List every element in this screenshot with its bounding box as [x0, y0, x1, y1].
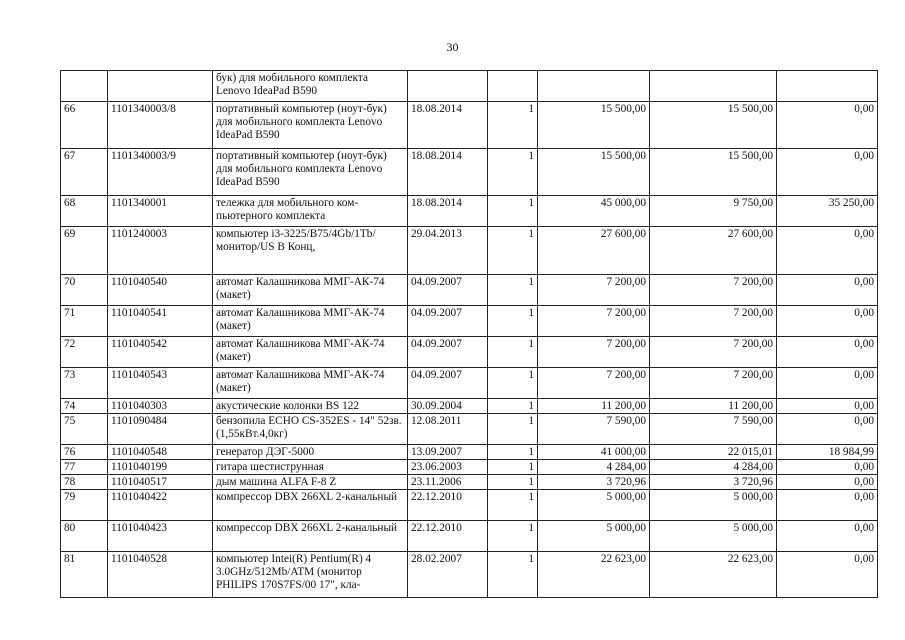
depreciation-cell: 5 000,00 [650, 521, 777, 552]
row-number-cell: 76 [61, 445, 108, 460]
depreciation-cell: 22 623,00 [650, 552, 777, 598]
item-description-cell: дым машина ALFA F-8 Z [213, 475, 408, 490]
row-number-cell: 80 [61, 521, 108, 552]
residual-value-cell: 0,00 [777, 306, 878, 337]
quantity-cell [488, 71, 538, 102]
table-row [61, 445, 878, 460]
quantity-cell: 1 [488, 552, 538, 598]
table-row [61, 306, 878, 337]
acquisition-date-cell [408, 71, 488, 102]
depreciation-cell: 5 000,00 [650, 490, 777, 521]
acquisition-date-cell: 04.09.2007 [408, 337, 488, 368]
depreciation-cell: 3 720,96 [650, 475, 777, 490]
inventory-number-cell: 1101340003/9 [108, 149, 213, 196]
book-value-cell: 7 200,00 [538, 337, 650, 368]
residual-value-cell [777, 71, 878, 102]
quantity-cell: 1 [488, 196, 538, 227]
table-row [61, 490, 878, 521]
inventory-number-cell: 1101090484 [108, 414, 213, 445]
book-value-cell: 5 000,00 [538, 521, 650, 552]
row-number-cell: 75 [61, 414, 108, 445]
table-row [61, 521, 878, 552]
quantity-cell: 1 [488, 460, 538, 475]
row-number-cell: 77 [61, 460, 108, 475]
inventory-number-cell: 1101040303 [108, 399, 213, 414]
book-value-cell: 11 200,00 [538, 399, 650, 414]
quantity-cell: 1 [488, 521, 538, 552]
inventory-number-cell: 1101040548 [108, 445, 213, 460]
row-number-cell: 69 [61, 227, 108, 275]
table-row [61, 414, 878, 445]
book-value-cell: 7 200,00 [538, 368, 650, 399]
acquisition-date-cell: 22.12.2010 [408, 521, 488, 552]
residual-value-cell: 0,00 [777, 368, 878, 399]
residual-value-cell: 0,00 [777, 490, 878, 521]
item-description-cell: генератор ДЭГ-5000 [213, 445, 408, 460]
quantity-cell: 1 [488, 306, 538, 337]
row-number-cell: 73 [61, 368, 108, 399]
quantity-cell: 1 [488, 399, 538, 414]
depreciation-cell: 11 200,00 [650, 399, 777, 414]
acquisition-date-cell: 04.09.2007 [408, 368, 488, 399]
table-row [61, 552, 878, 598]
item-description-cell: компьютер Intei(R) Pentium(R) 4 3.0GHz/512Mb/ATM (монитор PHILIPS 170S7FS/00 17", кла- [213, 552, 408, 598]
inventory-number-cell: 1101040542 [108, 337, 213, 368]
residual-value-cell: 0,00 [777, 521, 878, 552]
acquisition-date-cell: 23.11.2006 [408, 475, 488, 490]
row-number-cell: 74 [61, 399, 108, 414]
inventory-number-cell: 1101040517 [108, 475, 213, 490]
depreciation-cell: 9 750,00 [650, 196, 777, 227]
item-description-cell: бензопила ECHO CS-352ES - 14" 52зв.(1,55кВт.4,0кг) [213, 414, 408, 445]
inventory-number-cell: 1101040422 [108, 490, 213, 521]
row-number-cell: 70 [61, 275, 108, 306]
item-description-cell: автомат Калашникова ММГ-АК-74 (макет) [213, 275, 408, 306]
inventory-number-cell: 1101040199 [108, 460, 213, 475]
table-row [61, 460, 878, 475]
table-row [61, 337, 878, 368]
quantity-cell: 1 [488, 337, 538, 368]
item-description-cell: гитара шестиструнная [213, 460, 408, 475]
inventory-table [60, 70, 878, 598]
quantity-cell: 1 [488, 445, 538, 460]
item-description-cell: акустические колонки BS 122 [213, 399, 408, 414]
item-description-cell: портативный компьютер (ноут-бук) для мобильного комплекта Lenovo IdeaPad B590 [213, 102, 408, 149]
book-value-cell: 3 720,96 [538, 475, 650, 490]
inventory-rows [61, 71, 878, 598]
depreciation-cell: 7 590,00 [650, 414, 777, 445]
depreciation-cell: 7 200,00 [650, 337, 777, 368]
book-value-cell: 27 600,00 [538, 227, 650, 275]
depreciation-cell: 4 284,00 [650, 460, 777, 475]
inventory-number-cell: 1101040541 [108, 306, 213, 337]
residual-value-cell: 0,00 [777, 475, 878, 490]
item-description-cell: автомат Калашникова ММГ-АК-74 (макет) [213, 368, 408, 399]
residual-value-cell: 0,00 [777, 552, 878, 598]
quantity-cell: 1 [488, 490, 538, 521]
acquisition-date-cell: 12.08.2011 [408, 414, 488, 445]
item-description-cell: портативный компьютер (ноут-бук) для мобильного комплекта Lenovo IdeaPad B590 [213, 149, 408, 196]
residual-value-cell: 0,00 [777, 337, 878, 368]
table-row [61, 102, 878, 149]
inventory-number-cell: 1101240003 [108, 227, 213, 275]
item-description-cell: бук) для мобильного комплекта Lenovo IdeaPad B590 [213, 71, 408, 102]
acquisition-date-cell: 13.09.2007 [408, 445, 488, 460]
acquisition-date-cell: 23.06.2003 [408, 460, 488, 475]
inventory-number-cell: 1101040423 [108, 521, 213, 552]
acquisition-date-cell: 04.09.2007 [408, 306, 488, 337]
inventory-number-cell: 1101340001 [108, 196, 213, 227]
quantity-cell: 1 [488, 275, 538, 306]
residual-value-cell: 0,00 [777, 102, 878, 149]
residual-value-cell: 0,00 [777, 414, 878, 445]
inventory-number-cell: 1101040540 [108, 275, 213, 306]
depreciation-cell: 22 015,01 [650, 445, 777, 460]
item-description-cell: автомат Калашникова ММГ-АК-74 (макет) [213, 306, 408, 337]
item-description-cell: автомат Калашникова ММГ-АК-74 (макет) [213, 337, 408, 368]
row-number-cell: 79 [61, 490, 108, 521]
residual-value-cell: 0,00 [777, 275, 878, 306]
book-value-cell: 15 500,00 [538, 102, 650, 149]
table-row [61, 368, 878, 399]
acquisition-date-cell: 29.04.2013 [408, 227, 488, 275]
depreciation-cell: 7 200,00 [650, 368, 777, 399]
row-number-cell: 67 [61, 149, 108, 196]
item-description-cell: тележка для мобильного ком-пьютерного комплекта [213, 196, 408, 227]
row-number-cell: 68 [61, 196, 108, 227]
book-value-cell: 22 623,00 [538, 552, 650, 598]
row-number-cell: 81 [61, 552, 108, 598]
table-row [61, 71, 878, 102]
book-value-cell: 45 000,00 [538, 196, 650, 227]
inventory-number-cell [108, 71, 213, 102]
depreciation-cell: 7 200,00 [650, 306, 777, 337]
quantity-cell: 1 [488, 149, 538, 196]
residual-value-cell: 0,00 [777, 149, 878, 196]
table-row [61, 399, 878, 414]
acquisition-date-cell: 28.02.2007 [408, 552, 488, 598]
table-row [61, 275, 878, 306]
depreciation-cell: 15 500,00 [650, 149, 777, 196]
residual-value-cell: 35 250,00 [777, 196, 878, 227]
book-value-cell: 7 200,00 [538, 275, 650, 306]
table-row [61, 149, 878, 196]
residual-value-cell: 18 984,99 [777, 445, 878, 460]
table-row [61, 196, 878, 227]
acquisition-date-cell: 22.12.2010 [408, 490, 488, 521]
table-row [61, 227, 878, 275]
residual-value-cell: 0,00 [777, 227, 878, 275]
book-value-cell: 15 500,00 [538, 149, 650, 196]
depreciation-cell: 27 600,00 [650, 227, 777, 275]
residual-value-cell: 0,00 [777, 460, 878, 475]
book-value-cell: 7 200,00 [538, 306, 650, 337]
book-value-cell: 41 000,00 [538, 445, 650, 460]
book-value-cell: 5 000,00 [538, 490, 650, 521]
quantity-cell: 1 [488, 102, 538, 149]
quantity-cell: 1 [488, 414, 538, 445]
acquisition-date-cell: 18.08.2014 [408, 102, 488, 149]
row-number-cell [61, 71, 108, 102]
acquisition-date-cell: 30.09.2004 [408, 399, 488, 414]
item-description-cell: компьютер i3-3225/B75/4Gb/1Tb/монитор/US В Конц, [213, 227, 408, 275]
quantity-cell: 1 [488, 368, 538, 399]
acquisition-date-cell: 18.08.2014 [408, 196, 488, 227]
row-number-cell: 72 [61, 337, 108, 368]
quantity-cell: 1 [488, 475, 538, 490]
quantity-cell: 1 [488, 227, 538, 275]
page-number: 30 [446, 40, 459, 54]
acquisition-date-cell: 04.09.2007 [408, 275, 488, 306]
inventory-number-cell: 1101340003/8 [108, 102, 213, 149]
depreciation-cell: 15 500,00 [650, 102, 777, 149]
acquisition-date-cell: 18.08.2014 [408, 149, 488, 196]
inventory-number-cell: 1101040528 [108, 552, 213, 598]
item-description-cell: компрессор DBX 266XL 2-канальный [213, 521, 408, 552]
residual-value-cell: 0,00 [777, 399, 878, 414]
inventory-number-cell: 1101040543 [108, 368, 213, 399]
depreciation-cell: 7 200,00 [650, 275, 777, 306]
table-row [61, 475, 878, 490]
row-number-cell: 78 [61, 475, 108, 490]
book-value-cell [538, 71, 650, 102]
row-number-cell: 71 [61, 306, 108, 337]
item-description-cell: компрессор DBX 266XL 2-канальный [213, 490, 408, 521]
row-number-cell: 66 [61, 102, 108, 149]
depreciation-cell [650, 71, 777, 102]
book-value-cell: 7 590,00 [538, 414, 650, 445]
book-value-cell: 4 284,00 [538, 460, 650, 475]
